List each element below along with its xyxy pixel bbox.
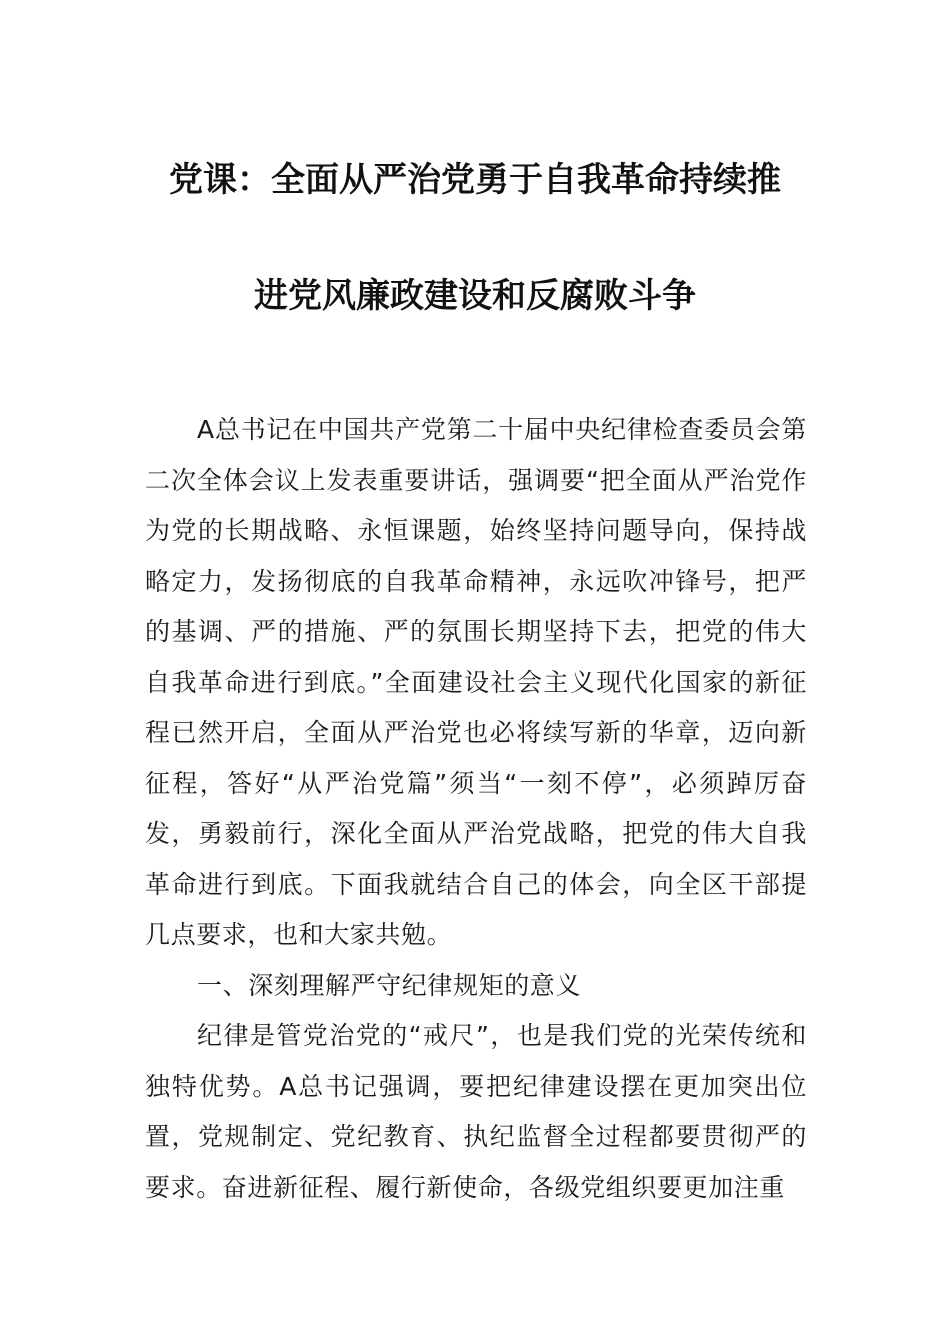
document-body (145, 405, 807, 1213)
section-heading-1: 一、深刻理解严守纪律规矩的意义 (197, 970, 582, 1000)
document-title-line-1: 党课：全面从严治党勇于自我革命持续推 (169, 160, 781, 200)
section-1-paragraph: 纪律是管党治党的“戒尺”，也是我们党的光荣传统和独特优势。A总书记强调，要把纪律建设摆在更加突出位置，党规制定、党纪教育、执纪监督全过程都要贯彻严的要求。奋进新征程、履行新使命，各级党组织要更加注重 (145, 1021, 807, 1202)
document-title-line-2: 进党风廉政建设和反腐败斗争 (254, 276, 696, 316)
intro-paragraph: A总书记在中国共产党第二十届中央纪律检查委员会第二次全体会议上发表重要讲话，强调要“把全面从严治党作为党的长期战略、永恒课题，始终坚持问题导向，保持战略定力，发扬彻底的自我革命精神，永远吹冲锋号，把严的基调、严的措施、严的氛围长期坚持下去，把党的伟大自我革命进行到底。”全面建设社会主义现代化国家的新征程已然开启，全面从严治党也必将续写新的华章，迈向新征程，答好“从严治党篇”须当“一刻不停”，必须踔厉奋发，勇毅前行，深化全面从严治党战略，把党的伟大自我革命进行到底。下面我就结合自己的体会，向全区干部提几点要求，也和大家共勉。 (145, 415, 807, 949)
